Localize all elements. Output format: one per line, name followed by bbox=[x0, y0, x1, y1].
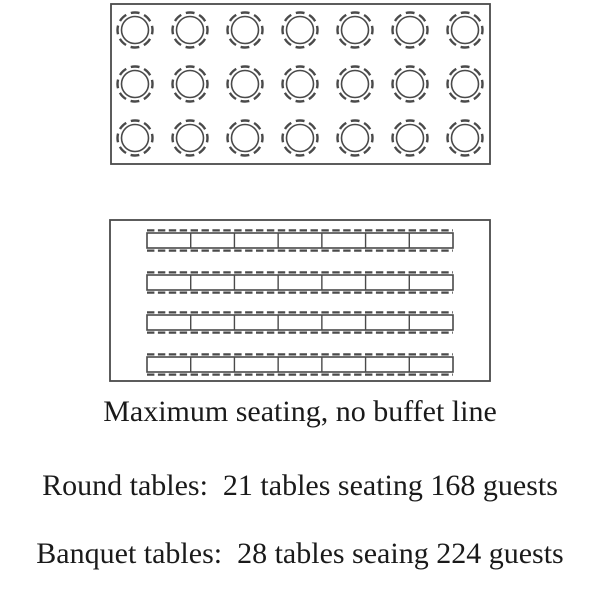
table-circle bbox=[452, 125, 479, 152]
round-table bbox=[228, 67, 263, 102]
table-circle bbox=[452, 17, 479, 44]
banquet-table-strip bbox=[147, 233, 453, 248]
round-table bbox=[118, 121, 153, 156]
banquet-table-row bbox=[147, 312, 453, 332]
table-circle bbox=[452, 71, 479, 98]
round-table bbox=[283, 67, 318, 102]
round-table bbox=[393, 121, 428, 156]
banquet-tables-summary: Banquet tables: 28 tables seaing 224 guests bbox=[36, 537, 564, 570]
banquet-tables-diagram bbox=[109, 219, 491, 382]
banquet-table-strip bbox=[147, 315, 453, 330]
table-circle bbox=[177, 125, 204, 152]
round-table bbox=[338, 67, 373, 102]
round-table bbox=[393, 67, 428, 102]
round-tables-diagram bbox=[110, 3, 491, 165]
round-table bbox=[448, 67, 483, 102]
round-table bbox=[393, 13, 428, 48]
table-circle bbox=[397, 125, 424, 152]
banquet-table-strip bbox=[147, 357, 453, 372]
banquet-table-row bbox=[147, 272, 453, 292]
banquet-table-row bbox=[147, 354, 453, 374]
table-circle bbox=[177, 17, 204, 44]
banquet-table-row bbox=[147, 230, 453, 250]
round-table bbox=[173, 13, 208, 48]
round-table bbox=[118, 13, 153, 48]
round-table bbox=[338, 121, 373, 156]
table-circle bbox=[287, 125, 314, 152]
table-circle bbox=[342, 125, 369, 152]
round-table bbox=[173, 121, 208, 156]
table-circle bbox=[397, 17, 424, 44]
table-circle bbox=[122, 71, 149, 98]
table-circle bbox=[287, 71, 314, 98]
round-table bbox=[228, 13, 263, 48]
round-table bbox=[228, 121, 263, 156]
banquet-table-strip bbox=[147, 275, 453, 290]
round-table bbox=[283, 13, 318, 48]
table-circle bbox=[177, 71, 204, 98]
round-table bbox=[448, 121, 483, 156]
table-circle bbox=[122, 125, 149, 152]
table-circle bbox=[342, 17, 369, 44]
round-table bbox=[338, 13, 373, 48]
table-circle bbox=[232, 71, 259, 98]
table-circle bbox=[122, 17, 149, 44]
table-circle bbox=[397, 71, 424, 98]
table-circle bbox=[342, 71, 369, 98]
round-table bbox=[173, 67, 208, 102]
round-table bbox=[283, 121, 318, 156]
round-table bbox=[118, 67, 153, 102]
table-circle bbox=[232, 17, 259, 44]
seating-heading: Maximum seating, no buffet line bbox=[103, 395, 497, 428]
table-circle bbox=[287, 17, 314, 44]
table-circle bbox=[232, 125, 259, 152]
round-table bbox=[448, 13, 483, 48]
round-tables-summary: Round tables: 21 tables seating 168 guests bbox=[42, 469, 558, 502]
